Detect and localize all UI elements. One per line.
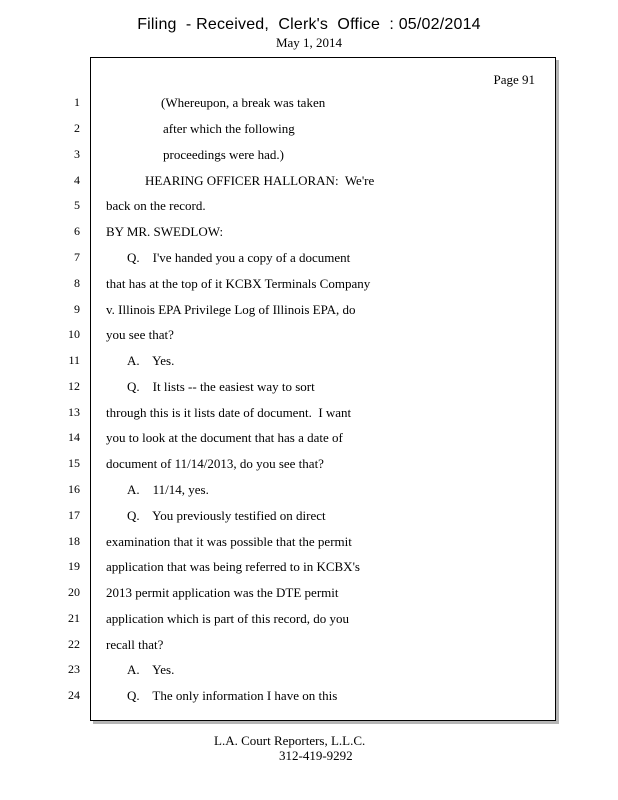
transcript-line: application which is part of this record, do you [106,611,349,626]
transcript-line: v. Illinois EPA Privilege Log of Illinois EPA, do [106,302,356,317]
transcript-line: Q. You previously testified on direct [127,508,326,523]
transcript-line: HEARING OFFICER HALLORAN: We're [145,173,375,188]
filing-stamp: Filing - Received, Clerk's Office : 05/02/2014 [137,16,481,33]
line-number: 17 [68,508,80,522]
line-number: 9 [74,302,80,316]
line-number: 18 [68,534,80,548]
footer-company: L.A. Court Reporters, L.L.C. [214,733,366,748]
line-number: 21 [68,611,80,625]
transcript-line: (Whereupon, a break was taken [161,95,326,110]
line-number: 16 [68,482,80,496]
transcript-line: after which the following [163,121,295,136]
transcript-line: application that was being referred to in KCBX's [106,559,360,574]
line-number: 20 [68,585,80,599]
line-number: 19 [68,559,80,573]
line-number: 24 [68,688,80,702]
transcript-line: that has at the top of it KCBX Terminals Company [106,276,371,291]
line-number: 23 [68,662,80,676]
transcript-line: recall that? [106,637,164,652]
line-number: 1 [74,95,80,109]
transcript-line: back on the record. [106,198,206,213]
page-number: Page 91 [493,72,535,87]
transcript-line: you see that? [106,327,174,342]
line-number: 14 [68,430,80,444]
transcript-line: Q. The only information I have on this [127,688,338,703]
transcript-line: document of 11/14/2013, do you see that? [106,456,324,471]
transcript-line: examination that it was possible that the permit [106,534,352,549]
transcript-date: May 1, 2014 [275,35,343,50]
line-number: 5 [74,198,80,212]
line-number: 22 [68,637,80,651]
line-number: 12 [68,379,80,393]
line-number: 15 [68,456,80,470]
line-number: 13 [68,405,80,419]
transcript-line: A. Yes. [127,662,175,677]
transcript-line: you to look at the document that has a date of [106,430,343,445]
transcript-line: Q. It lists -- the easiest way to sort [127,379,315,394]
line-number: 10 [68,327,80,341]
transcript-line: through this is it lists date of document. I want [106,405,352,420]
line-number: 3 [74,147,80,161]
line-number: 2 [74,121,80,135]
line-number: 8 [74,276,80,290]
line-number: 7 [74,250,80,264]
transcript-line: BY MR. SWEDLOW: [106,224,224,239]
footer-phone: 312-419-9292 [279,748,353,763]
line-number: 6 [74,224,80,238]
transcript-line: Q. I've handed you a copy of a document [127,250,351,265]
transcript-line: proceedings were had.) [163,147,284,162]
transcript-line: 2013 permit application was the DTE permit [106,585,339,600]
line-number: 4 [74,173,80,187]
line-number: 11 [68,353,80,367]
transcript-line: A. 11/14, yes. [127,482,209,497]
transcript-line: A. Yes. [127,353,175,368]
